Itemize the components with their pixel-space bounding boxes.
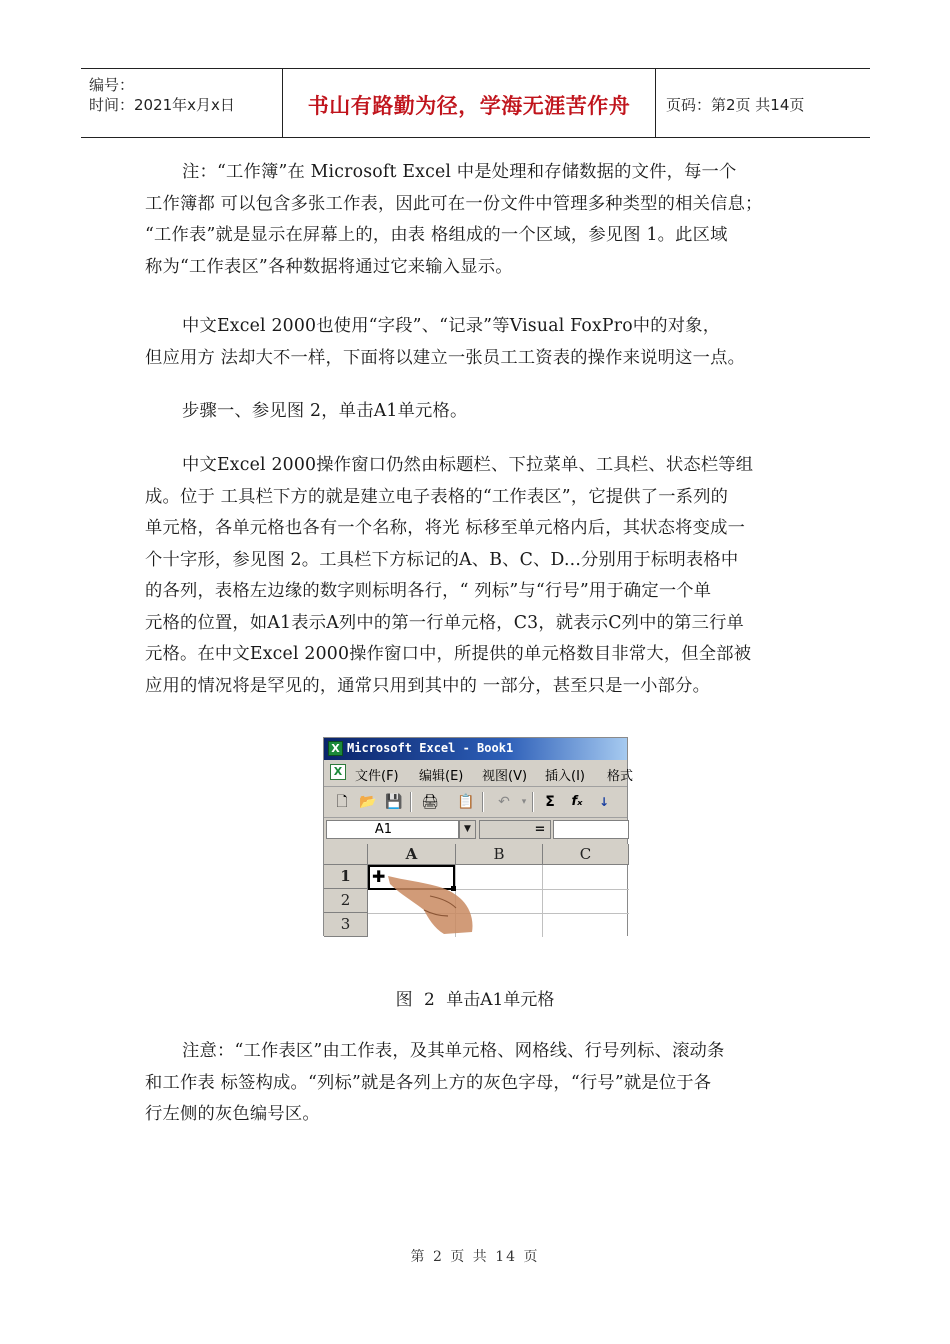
text-line: 元格。在中文Excel 2000操作窗口中，所提供的单元格数目非常大，但全部被: [145, 644, 752, 664]
row-header-3[interactable]: 3: [324, 913, 368, 937]
menu-item-view[interactable]: 视图(V): [482, 769, 528, 784]
menu-item-insert[interactable]: 插入(I): [545, 769, 585, 784]
menu-item-format[interactable]: 格式: [607, 769, 634, 784]
text-line: 的各列，表格左边缘的数字则标明各行，“ 列标”与“行号”用于确定一个单: [145, 581, 712, 601]
column-header-b[interactable]: B: [456, 844, 543, 865]
text-line: 中文Excel 2000操作窗口仍然由标题栏、下拉菜单、工具栏、状态栏等组: [182, 455, 754, 475]
column-header-a[interactable]: A: [368, 844, 456, 865]
toolbar-separator: [410, 792, 412, 812]
header-page-number: 页码：第2页 共14页: [666, 96, 805, 114]
row-header-1[interactable]: 1: [324, 865, 368, 889]
text-line: 但应用方 法却大不一样，下面将以建立一张员工工资表的操作来说明这一点。: [145, 347, 746, 368]
text-line: 称为“工作表区”各种数据将通过它来输入显示。: [145, 256, 513, 277]
sort-ascending-icon[interactable]: ↓: [598, 795, 610, 809]
text-line: 行左侧的灰色编号区。: [145, 1104, 320, 1124]
new-document-icon[interactable]: 🗋: [336, 794, 348, 810]
toolbar-separator: [532, 792, 534, 812]
menu-item-file[interactable]: 文件(F): [355, 769, 399, 784]
name-box-dropdown-icon[interactable]: ▼: [459, 820, 476, 839]
paragraph-step-one: [145, 396, 815, 428]
pointing-hand-icon: [384, 872, 479, 934]
row-header-2[interactable]: 2: [324, 889, 368, 913]
menu-item-edit[interactable]: 编辑(E): [419, 769, 464, 784]
paragraph-excel-intro: [145, 311, 815, 374]
select-all-corner[interactable]: [324, 844, 368, 865]
excel-menu-bar: [324, 760, 634, 787]
excel-standard-toolbar: [324, 787, 627, 818]
name-box[interactable]: A1: [326, 820, 459, 839]
worksheet-grid: [324, 844, 627, 937]
excel-title-bar: [324, 738, 627, 760]
text-line: 元格的位置，如A1表示A列中的第一行单元格，C3，就表示C列中的第三行单: [145, 612, 745, 633]
cross-cursor-icon: ✚: [372, 867, 386, 886]
autosum-icon[interactable]: Σ: [545, 794, 555, 810]
open-folder-icon[interactable]: 📂: [359, 794, 377, 810]
text-line: 中文Excel 2000也使用“字段”、“记录”等Visual FoxPro中的对象，: [182, 316, 721, 336]
undo-dropdown-icon[interactable]: ▾: [521, 797, 527, 807]
figure-caption: 图 2 单击A1单元格: [395, 990, 555, 1010]
header-meta-cell: [81, 69, 283, 137]
page-header: [81, 68, 870, 138]
text-line: 注：“工作簿”在 Microsoft Excel 中是处理和存储数据的文件，每一个: [182, 162, 737, 182]
text-line: 步骤一、参见图 2，单击A1单元格。: [182, 401, 468, 421]
formula-equals-button[interactable]: =: [479, 820, 551, 839]
excel-formula-bar: [324, 818, 627, 842]
paragraph-workbook-note: [145, 157, 815, 283]
formula-input[interactable]: [553, 820, 629, 839]
toolbar-separator: [482, 792, 484, 812]
text-line: 工作簿都 可以包含多张工作表，因此可在一份文件中管理多种类型的相关信息；: [145, 193, 763, 214]
undo-icon[interactable]: ↶: [498, 794, 510, 810]
text-line: 应用的情况将是罕见的，通常只用到其中的 一部分，甚至只是一小部分。: [145, 675, 711, 696]
text-line: 单元格，各单元格也各有一个名称，将光 标移至单元格内后，其状态将变成一: [145, 518, 746, 538]
header-motto-cell: [283, 69, 656, 137]
document-number-label: 编号：: [89, 76, 135, 94]
excel-app-icon: X: [328, 741, 343, 756]
document-date-label: 时间：2021年x月x日: [89, 96, 235, 114]
workbook-icon: X: [330, 764, 346, 780]
function-icon[interactable]: fₓ: [571, 794, 583, 809]
save-icon[interactable]: 💾: [385, 794, 403, 810]
paste-icon[interactable]: 📋: [457, 794, 475, 810]
text-line: “工作表”就是显示在屏幕上的，由表 格组成的一个区域，参见图 1。此区域: [145, 225, 728, 245]
header-motto: 书山有路勤为径，学海无涯苦作舟: [307, 94, 631, 118]
excel-window-title: Microsoft Excel - Book1: [347, 741, 514, 755]
column-header-c[interactable]: C: [543, 844, 629, 865]
paragraph-worksheet-area-note: [145, 1036, 815, 1131]
text-line: 个十字形，参见图 2。工具栏下方标记的A、B、C、D...分别用于标明表格中: [145, 549, 739, 570]
header-page-cell: [656, 69, 870, 137]
excel-window-figure: [323, 737, 634, 936]
text-line: 注意：“工作表区”由工作表，及其单元格、网格线、行号列标、滚动条: [182, 1041, 725, 1061]
page-footer: 第 2 页 共 14 页: [410, 1249, 540, 1265]
grid-line: [542, 865, 543, 937]
paragraph-window-description: [145, 450, 815, 702]
text-line: 成。位于 工具栏下方的就是建立电子表格的“工作表区”，它提供了一系列的: [145, 486, 729, 507]
text-line: 和工作表 标签构成。“列标”就是各列上方的灰色字母，“行号”就是位于各: [145, 1072, 712, 1093]
print-icon[interactable]: 🖨: [421, 794, 439, 810]
